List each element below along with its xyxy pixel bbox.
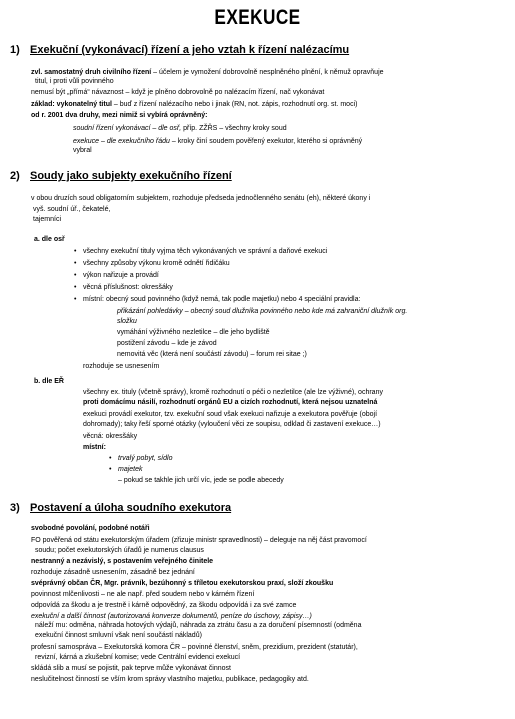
text-line: vybral xyxy=(73,147,92,154)
list-item: • místní: obecný soud povinného (když nemá, tak podle majetku) nebo 4 speciální pravidla: xyxy=(83,295,360,304)
text-line: zvl. samostatný druh civilního řízení – účelem je vymožení dobrovolně nesplněného plnění, k němuž opravňuje xyxy=(31,69,384,76)
text-line: věcná: okresšáky xyxy=(83,433,138,440)
text-line: exekuci provádí exekutor, tzv. exekuční soud však exekuci nařizuje a exekutora pověřuje (obojí xyxy=(83,411,378,418)
subsection-a-label: a. dle osř xyxy=(34,236,65,243)
text-line: postižení závodu – kde je závod xyxy=(117,340,217,347)
text-line: místní: xyxy=(83,444,106,451)
text-line: svéprávný občan ČR, Mgr. právník, bezúhonný s tříletou exekutorskou praxí, složí zkoušku xyxy=(31,580,334,587)
text-line: odpovídá za škodu a je trestně i kárně odpovědný, za škodu odpovídá i za své zamce xyxy=(31,602,297,609)
text-line: náleží mu: odměna, náhrada hotových výdajů, náhrada za ztrátu času a za doručení písemností (odměna xyxy=(35,622,362,629)
text-line: exekuce – dle exekučního řádu – kroky činí soudem pověřený exekutor, kterého si oprávněný xyxy=(73,138,363,145)
text-line: soudní řízení vykonávací – dle osř, příp. ZŽŘS – všechny kroky soud xyxy=(73,125,287,132)
text-line: svobodné povolání, podobné notáři xyxy=(31,525,150,532)
list-item: • všechny exekuční tituly vyjma těch vykonávaných ve správní a daňové exekuci xyxy=(83,247,327,256)
text-line: v obou druzích soud obligatorním subjektem, rozhoduje předseda jednočlenného senátu (eh), některé úkony i xyxy=(31,195,371,202)
text-line: nemovitá věc (která není součástí závodu) – forum rei sitae ;) xyxy=(117,351,307,358)
text-line: nemusí být „přímá“ návaznost – když je plněno dobrovolně po nalézacím řízení, nač vykonávat xyxy=(31,89,325,96)
text-line: profesní samospráva – Exekutorská komora ČR – povinné členství, sněm, prezidium, prezident (statutár), xyxy=(31,644,358,651)
section-number: 3) xyxy=(10,502,20,514)
text-line: rozhoduje se usnesením xyxy=(83,363,160,370)
text-line: složku xyxy=(117,318,137,325)
list-item: • věcná příslušnost: okresšáky xyxy=(83,283,173,292)
text-line: všechny ex. tituly (včetně správy), kromě rozhodnutí o péči o nezletilce (ale lze výživné), ochrany xyxy=(83,389,383,396)
list-item: • výkon nařizuje a provádí xyxy=(83,271,159,280)
list-item: • trvalý pobyt, sídlo xyxy=(118,454,172,463)
text-line: exekuční a další činnost (autorizovaná konverze dokumentů, peníze do úschovy, zápisy…) xyxy=(31,613,312,620)
text-line: neslučitelnost činností se vším krom správy vlastního majetku, publikace, pedagogiky atd. xyxy=(31,676,309,683)
text-line: titul, i proti vůli povinného xyxy=(35,78,114,85)
text-line: vyš. soudní úř., čekatelé, xyxy=(33,206,111,213)
text-line: vymáhání výživného nezletilce – dle jeho bydliště xyxy=(117,329,270,336)
text-line: rozhoduje zásadně usnesením, zásadně bez jednání xyxy=(31,569,195,576)
text-line: dohromady); taky řeší sporné otázky (vyloučení věci ze soupisu, odklad či zastavení exekuce…) xyxy=(83,421,381,428)
list-item: • všechny způsoby výkonu kromě odnětí řidičáku xyxy=(83,259,230,268)
section-3-heading xyxy=(10,502,231,514)
section-title: Postavení a úloha soudního exekutora xyxy=(30,502,232,514)
text-line: povinnost mlčenlivosti – ne ale např. před soudem nebo v kárném řízení xyxy=(31,591,255,598)
text-line: základ: vykonatelný titul – buď z řízení nalézacího nebo i jinak (RN, not. zápis, rozhodnutí org. st. moci) xyxy=(31,101,358,108)
text-line: přikázání pohledávky – obecný soud dlužníka povinného nebo kde má zahraniční dlužník org. xyxy=(117,308,408,315)
text-line: skládá slib a musí se pojistit, pak teprve může vykonávat činnost xyxy=(31,665,231,672)
page-title: EXEKUCE xyxy=(214,6,301,29)
text-line: exekuční činnost smluvní však není součástí nákladů) xyxy=(35,632,202,639)
text-line: – pokud se takhle jich určí víc, jede se podle abecedy xyxy=(118,477,284,484)
text-line: revizní, kárná a zkušební komise; vede Centrální evidenci exekucí xyxy=(35,654,241,661)
text-line: FO pověřená od státu exekutorským úřadem (zřizuje ministr spravedlnosti) – deleguje na něj část pravomocí xyxy=(31,537,367,544)
section-title: Soudy jako subjekty exekučního řízení xyxy=(30,170,232,182)
section-number: 2) xyxy=(10,170,20,182)
subsection-b-label: b. dle EŘ xyxy=(34,378,64,385)
text-line: od r. 2001 dva druhy, mezi nimiž si vybírá oprávněný: xyxy=(31,112,208,119)
section-1-heading xyxy=(10,44,349,56)
text-line: tajemníci xyxy=(33,216,62,223)
text-line: soudu; počet exekutorských úřadů je numerus clausus xyxy=(35,547,204,554)
section-2-heading xyxy=(10,170,232,182)
list-item: • majetek xyxy=(118,465,143,474)
section-number: 1) xyxy=(10,44,20,56)
text-line: proti domácímu násilí, rozhodnutí orgánů EU a cizích rozhodnutí, která nejsou uznatelná xyxy=(83,399,378,406)
section-title: Exekuční (vykonávací) řízení a jeho vztah k řízení nalézacímu xyxy=(30,44,350,56)
text-line: nestranný a nezávislý, s postavením veřejného činitele xyxy=(31,558,214,565)
